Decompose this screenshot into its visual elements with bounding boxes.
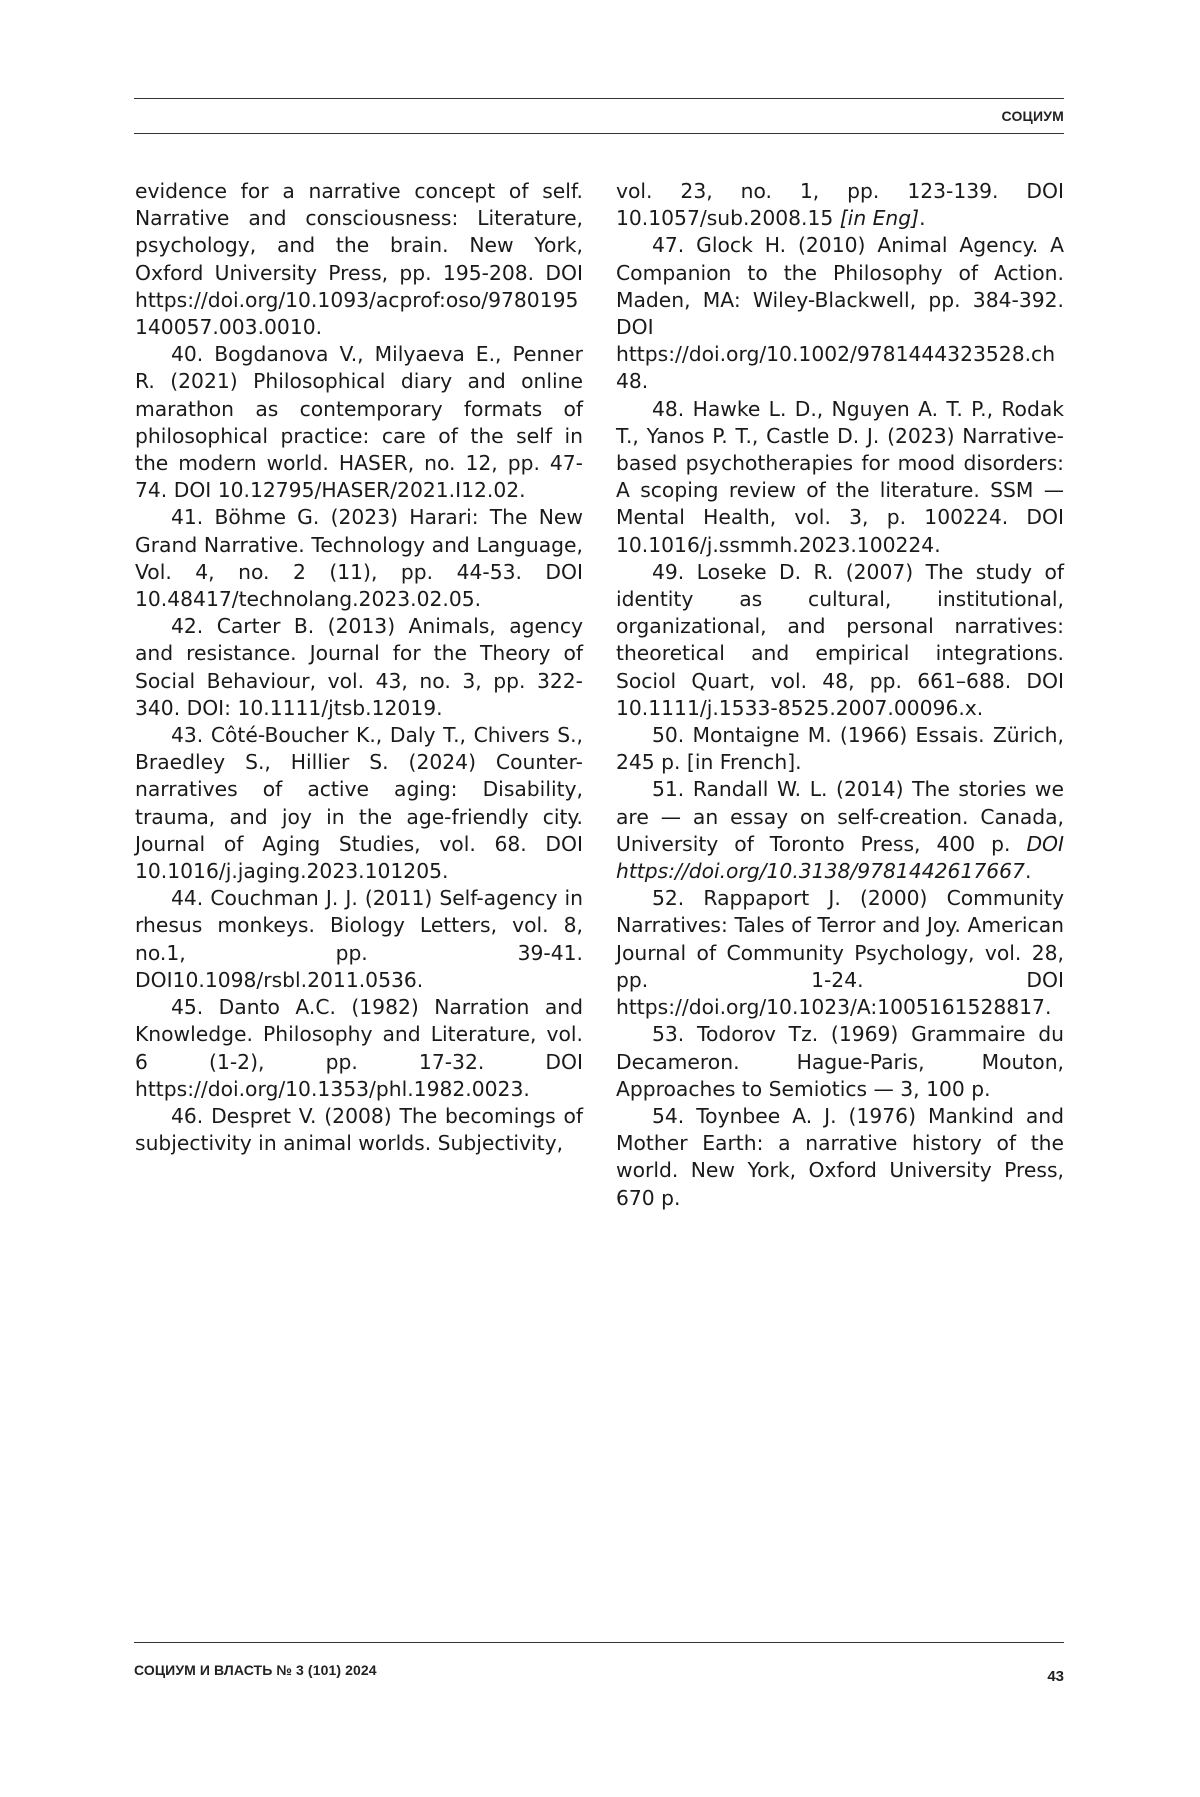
reference-doi: DOI https://doi.org/10.3138/9781442617667 [616,832,1064,883]
reference-entry: 44. Couchman J. J. (2011) Self-agency in rhesus monkeys. Biology Letters, vol. 8, no.1, pp. 39-41. DOI10.1098/rsbl.2011.0536. [135,885,583,994]
reference-entry: 43. Côté-Boucher K., Daly T., Chivers S., Braedley S., Hillier S. (2024) Counter-narratives of active aging: Disability, trauma, and joy in the age-friendly city. Journal of Aging Studies, vol. 68. DOI 10.1016/j.jaging.2023.101205. [135,722,583,885]
reference-entry: 45. Danto A.C. (1982) Narration and Knowledge. Philosophy and Literature, vol. 6 (1-2), pp. 17-32. DOI https://doi.org/10.1353/phl.1982.0023. [135,994,583,1103]
reference-entry: 48. Hawke L. D., Nguyen A. T. P., Rodak T., Yanos P. T., Castle D. J. (2023) Narrative-based psychotherapies for mood disorders: A scoping review of the literature. SSM — Mental Health, vol. 3, p. 100224. DOI 10.1016/j.ssmmh.2023.100224. [616,396,1064,559]
references-right-column [616,178,1064,1212]
reference-text: 51. Randall W. L. (2014) The stories we are — an essay on self-creation. Canada, University of Toronto Press, 400 p. [616,777,1064,855]
reference-entry: 50. Montaigne M. (1966) Essais. Zürich, 245 p. [in French]. [616,722,1064,776]
header-rule-bottom [134,133,1064,134]
reference-entry: 42. Carter B. (2013) Animals, agency and resistance. Journal for the Theory of Social Behaviour, vol. 43, no. 3, pp. 322-340. DOI: 10.1111/jtsb.12019. [135,613,583,722]
reference-entry: 52. Rappaport J. (2000) Community Narratives: Tales of Terror and Joy. American Journal of Community Psychology, vol. 28, pp. 1-24. DOI https://doi.org/10.1023/A:1005161528817. [616,885,1064,1021]
reference-punctuation: . [1025,859,1031,883]
reference-entry: 41. Böhme G. (2023) Harari: The New Grand Narrative. Technology and Language, Vol. 4, no. 2 (11), pp. 44-53. DOI 10.48417/technolang.2023.02.05. [135,504,583,613]
reference-punctuation: . [919,206,925,230]
reference-entry: 40. Bogdanova V., Milyaeva E., Penner R. (2021) Philosophical diary and online marathon as contemporary formats of philosophical practice: care of the self in the modern world. HASER, no. 12, pp. 47-74. DOI 10.12795/HASER/2021.I12.02. [135,341,583,504]
reference-entry: 53. Todorov Tz. (1969) Grammaire du Decameron. Hague-Paris, Mouton, Approaches to Semiotics — 3, 100 p. [616,1021,1064,1103]
running-head: СОЦИУМ [1001,108,1064,124]
references-left-column [135,178,583,1157]
reference-text: vol. 23, no. 1, pp. 123-139. DOI 10.1057/sub.2008.15 [616,179,1064,230]
reference-entry: 47. Glock H. (2010) Animal Agency. A Companion to the Philosophy of Action. Maden, MA: Wiley-Blackwell, pp. 384-392. DOI https://doi.org/10.1002/9781444323528.ch48. [616,232,1064,395]
reference-entry: evidence for a narrative concept of self. Narrative and consciousness: Literature, psychology, and the brain. New York, Oxford University Press, pp. 195-208. DOI https://doi.org/10.1093/acprof:oso/9780195140057.003.0010. [135,178,583,341]
journal-issue: СОЦИУМ И ВЛАСТЬ № 3 (101) 2024 [134,1662,377,1678]
footer-rule [134,1642,1064,1643]
reference-entry: 54. Toynbee A. J. (1976) Mankind and Mother Earth: a narrative history of the world. New York, Oxford University Press, 670 p. [616,1103,1064,1212]
reference-entry: 49. Loseke D. R. (2007) The study of identity as cultural, institutional, organizational, and personal narratives: theoretical and empirical integrations. Sociol Quart, vol. 48, pp. 661–688. DOI 10.1111/j.1533-8525.2007.00096.x. [616,559,1064,722]
reference-entry [616,776,1064,885]
page-number: 43 [1047,1668,1064,1685]
reference-entry: 46. Despret V. (2008) The becomings of subjectivity in animal worlds. Subjectivity, [135,1103,583,1157]
language-note: [in Eng] [840,206,919,230]
header-rule-top [134,98,1064,99]
reference-entry-continued [616,178,1064,232]
